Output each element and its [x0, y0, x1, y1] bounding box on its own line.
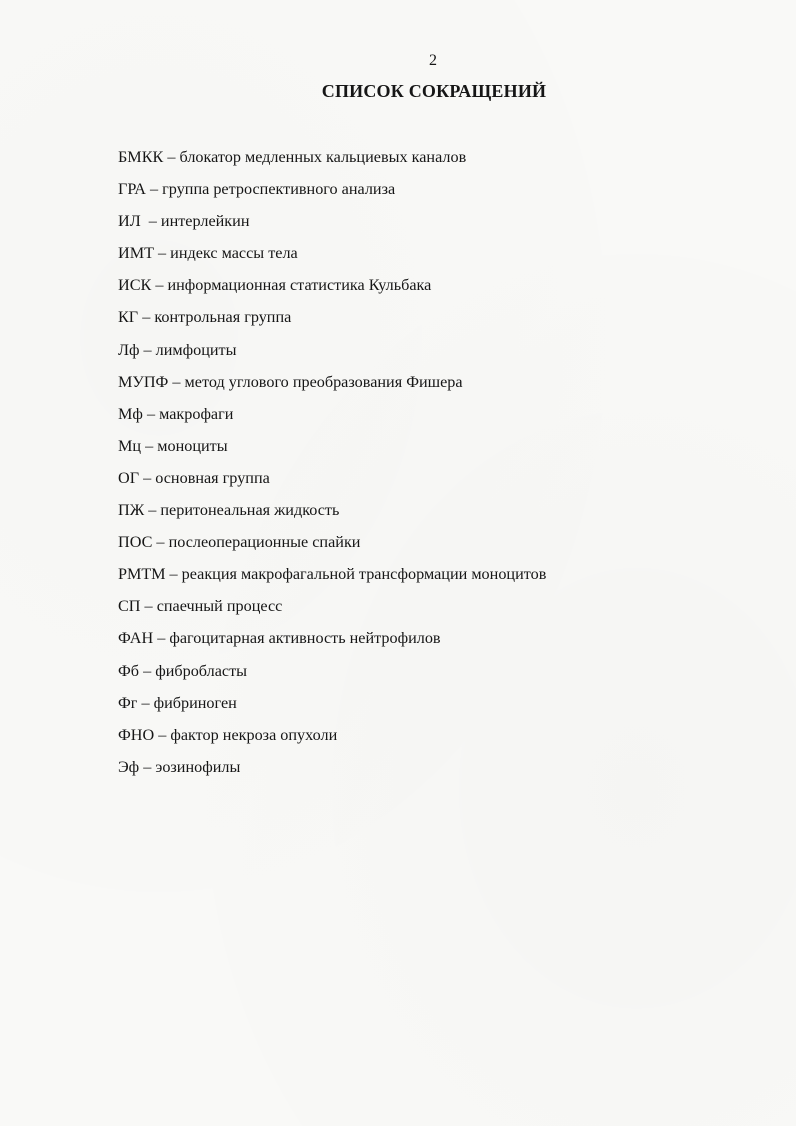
- dash-separator: –: [139, 340, 156, 359]
- dash-separator: –: [137, 693, 154, 712]
- abbreviation-definition: группа ретроспективного анализа: [162, 180, 396, 199]
- list-item: [118, 434, 546, 466]
- abbreviation-definition: индекс массы тела: [170, 244, 298, 263]
- list-item: [118, 466, 546, 498]
- dash-separator: –: [139, 757, 156, 776]
- abbreviation-term: Фг: [118, 693, 138, 712]
- abbreviation-definition: фагоцитарная активность нейтрофилов: [169, 629, 441, 648]
- list-item: [118, 370, 546, 402]
- list-item: [118, 241, 546, 273]
- dash-separator: –: [165, 565, 182, 584]
- abbreviation-definition: моноциты: [157, 436, 228, 455]
- dash-separator: –: [142, 404, 160, 423]
- abbreviation-term: ПЖ: [118, 501, 145, 520]
- dash-separator: –: [140, 212, 161, 231]
- dash-separator: –: [139, 661, 156, 680]
- abbreviation-definition: метод углового преобразования Фишера: [184, 372, 463, 391]
- list-item: [118, 562, 546, 594]
- abbreviation-definition: перитонеальная жидкость: [160, 501, 340, 520]
- abbreviation-term: Эф: [118, 757, 140, 776]
- abbreviation-definition: фибробласты: [155, 661, 248, 680]
- abbreviation-term: ИМТ: [118, 244, 154, 263]
- abbreviation-definition: послеоперационные спайки: [168, 533, 361, 552]
- abbreviation-term: МУПФ: [118, 372, 169, 391]
- abbreviation-definition: блокатор медленных кальциевых каналов: [179, 148, 467, 166]
- abbreviation-term: Мц: [118, 436, 142, 455]
- abbreviation-definition: фактор некроза опухоли: [170, 725, 338, 744]
- abbreviation-term: Лф: [118, 340, 140, 359]
- dash-separator: –: [145, 180, 163, 199]
- list-item: [118, 755, 546, 787]
- dash-separator: –: [138, 308, 155, 327]
- abbreviation-definition: основная группа: [155, 468, 270, 487]
- abbreviation-term: ПОС: [118, 533, 153, 552]
- page-number: 2: [429, 52, 437, 69]
- list-item: [118, 177, 546, 209]
- list-item: [118, 659, 546, 691]
- abbreviation-term: ОГ: [118, 468, 140, 487]
- abbreviation-definition: макрофаги: [159, 404, 234, 423]
- dash-separator: –: [163, 148, 180, 166]
- list-item: [118, 723, 546, 755]
- abbreviation-term: Мф: [118, 404, 143, 423]
- page-title: СПИСОК СОКРАЩЕНИЙ: [321, 81, 547, 101]
- abbreviation-term: ГРА: [118, 180, 146, 199]
- list-item: [118, 402, 546, 434]
- list-item: [118, 305, 546, 337]
- abbreviation-term: ФНО: [118, 725, 155, 744]
- list-item: [118, 338, 546, 370]
- dash-separator: –: [151, 276, 168, 295]
- list-item: [118, 530, 546, 562]
- dash-separator: –: [153, 244, 171, 263]
- abbreviation-term: РМТМ: [118, 565, 166, 584]
- dash-separator: –: [144, 501, 161, 520]
- dash-separator: –: [153, 629, 170, 648]
- dash-separator: –: [154, 725, 171, 744]
- abbreviation-definition: спаечный процесс: [156, 597, 283, 616]
- abbreviation-term: ИЛ: [118, 212, 141, 231]
- abbreviation-term: Фб: [118, 661, 140, 680]
- dash-separator: –: [168, 372, 185, 391]
- dash-separator: –: [141, 436, 158, 455]
- abbreviation-list: [118, 145, 546, 787]
- abbreviation-term: ФАН: [118, 629, 154, 648]
- abbreviation-definition: реакция макрофагальной трансформации моноцитов: [181, 565, 547, 584]
- abbreviation-term: СП: [118, 597, 141, 616]
- abbreviation-definition: эозинофилы: [155, 757, 241, 776]
- list-item: [118, 626, 546, 658]
- abbreviation-term: КГ: [118, 308, 139, 327]
- abbreviation-definition: интерлейкин: [160, 212, 250, 231]
- abbreviation-term: ИСК: [118, 276, 152, 295]
- list-item: [118, 594, 546, 626]
- dash-separator: –: [139, 468, 156, 487]
- abbreviation-term: БМКК: [118, 148, 164, 166]
- abbreviation-definition: лимфоциты: [155, 340, 237, 359]
- list-item: [118, 209, 546, 241]
- dash-separator: –: [152, 533, 169, 552]
- abbreviation-definition: фибриноген: [153, 693, 237, 712]
- list-item: [118, 145, 546, 177]
- abbreviation-definition: информационная статистика Кульбака: [167, 276, 432, 295]
- abbreviation-definition: контрольная группа: [154, 308, 292, 327]
- dash-separator: –: [140, 597, 157, 616]
- list-item: [118, 498, 546, 530]
- list-item: [118, 691, 546, 723]
- list-item: [118, 273, 546, 305]
